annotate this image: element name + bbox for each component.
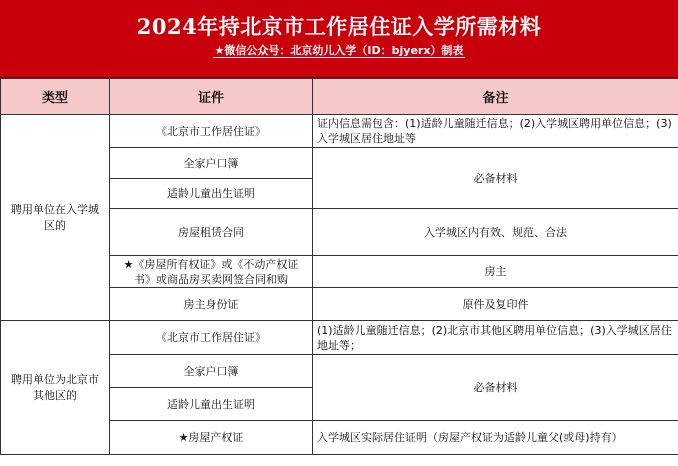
header-banner <box>0 0 678 78</box>
certificate-cell: ★《房屋所有权证》或《不动产权证书》或商品房买卖网签合同和购 <box>110 256 313 288</box>
note-cell: 入学城区内有效、规范、合法 <box>313 209 678 256</box>
page-title: 2024年持北京市工作居住证入学所需材料 <box>136 14 542 39</box>
certificate-cell: 全家户口簿 <box>110 148 313 179</box>
certificate-cell: 《北京市工作居住证》 <box>110 321 313 355</box>
table-row <box>1 321 678 355</box>
category-cell: 聘用单位在入学城区的 <box>1 115 110 321</box>
note-cell: 入学城区实际居住证明（房屋产权证为适龄儿童父(或母)持有） <box>313 421 678 455</box>
column-header-note: 备注 <box>313 79 678 115</box>
certificate-cell: 全家户口簿 <box>110 355 313 388</box>
note-cell: 原件及复印件 <box>313 288 678 321</box>
certificate-cell: 适龄儿童出生证明 <box>110 179 313 209</box>
note-cell: 证内信息需包含：(1)适龄儿童随迁信息；(2)入学城区聘用单位信息；(3)入学城区居住地址等 <box>313 115 678 148</box>
subtitle-text: ★微信公众号：北京幼儿入学（ID：bjyerx）制表 <box>214 44 464 57</box>
note-cell: 必备材料 <box>313 355 678 421</box>
note-cell: 必备材料 <box>313 148 678 209</box>
certificate-cell: ★房屋产权证 <box>110 421 313 455</box>
certificate-cell: 房屋租赁合同 <box>110 209 313 256</box>
table-row <box>1 115 678 148</box>
certificate-cell: 房主身份证 <box>110 288 313 321</box>
note-cell: (1)适龄儿童随迁信息；(2)北京市其他区聘用单位信息；(3)入学城区居住地址等； <box>313 321 678 355</box>
page-subtitle <box>0 44 678 58</box>
certificate-cell: 适龄儿童出生证明 <box>110 388 313 421</box>
certificate-cell: 《北京市工作居住证》 <box>110 115 313 148</box>
materials-table <box>0 78 678 455</box>
category-cell: 聘用单位为北京市其他区的 <box>1 321 110 455</box>
table-header-row <box>1 79 678 115</box>
column-header-certificate: 证件 <box>110 79 313 115</box>
column-header-type: 类型 <box>1 79 110 115</box>
note-cell: 房主 <box>313 256 678 288</box>
